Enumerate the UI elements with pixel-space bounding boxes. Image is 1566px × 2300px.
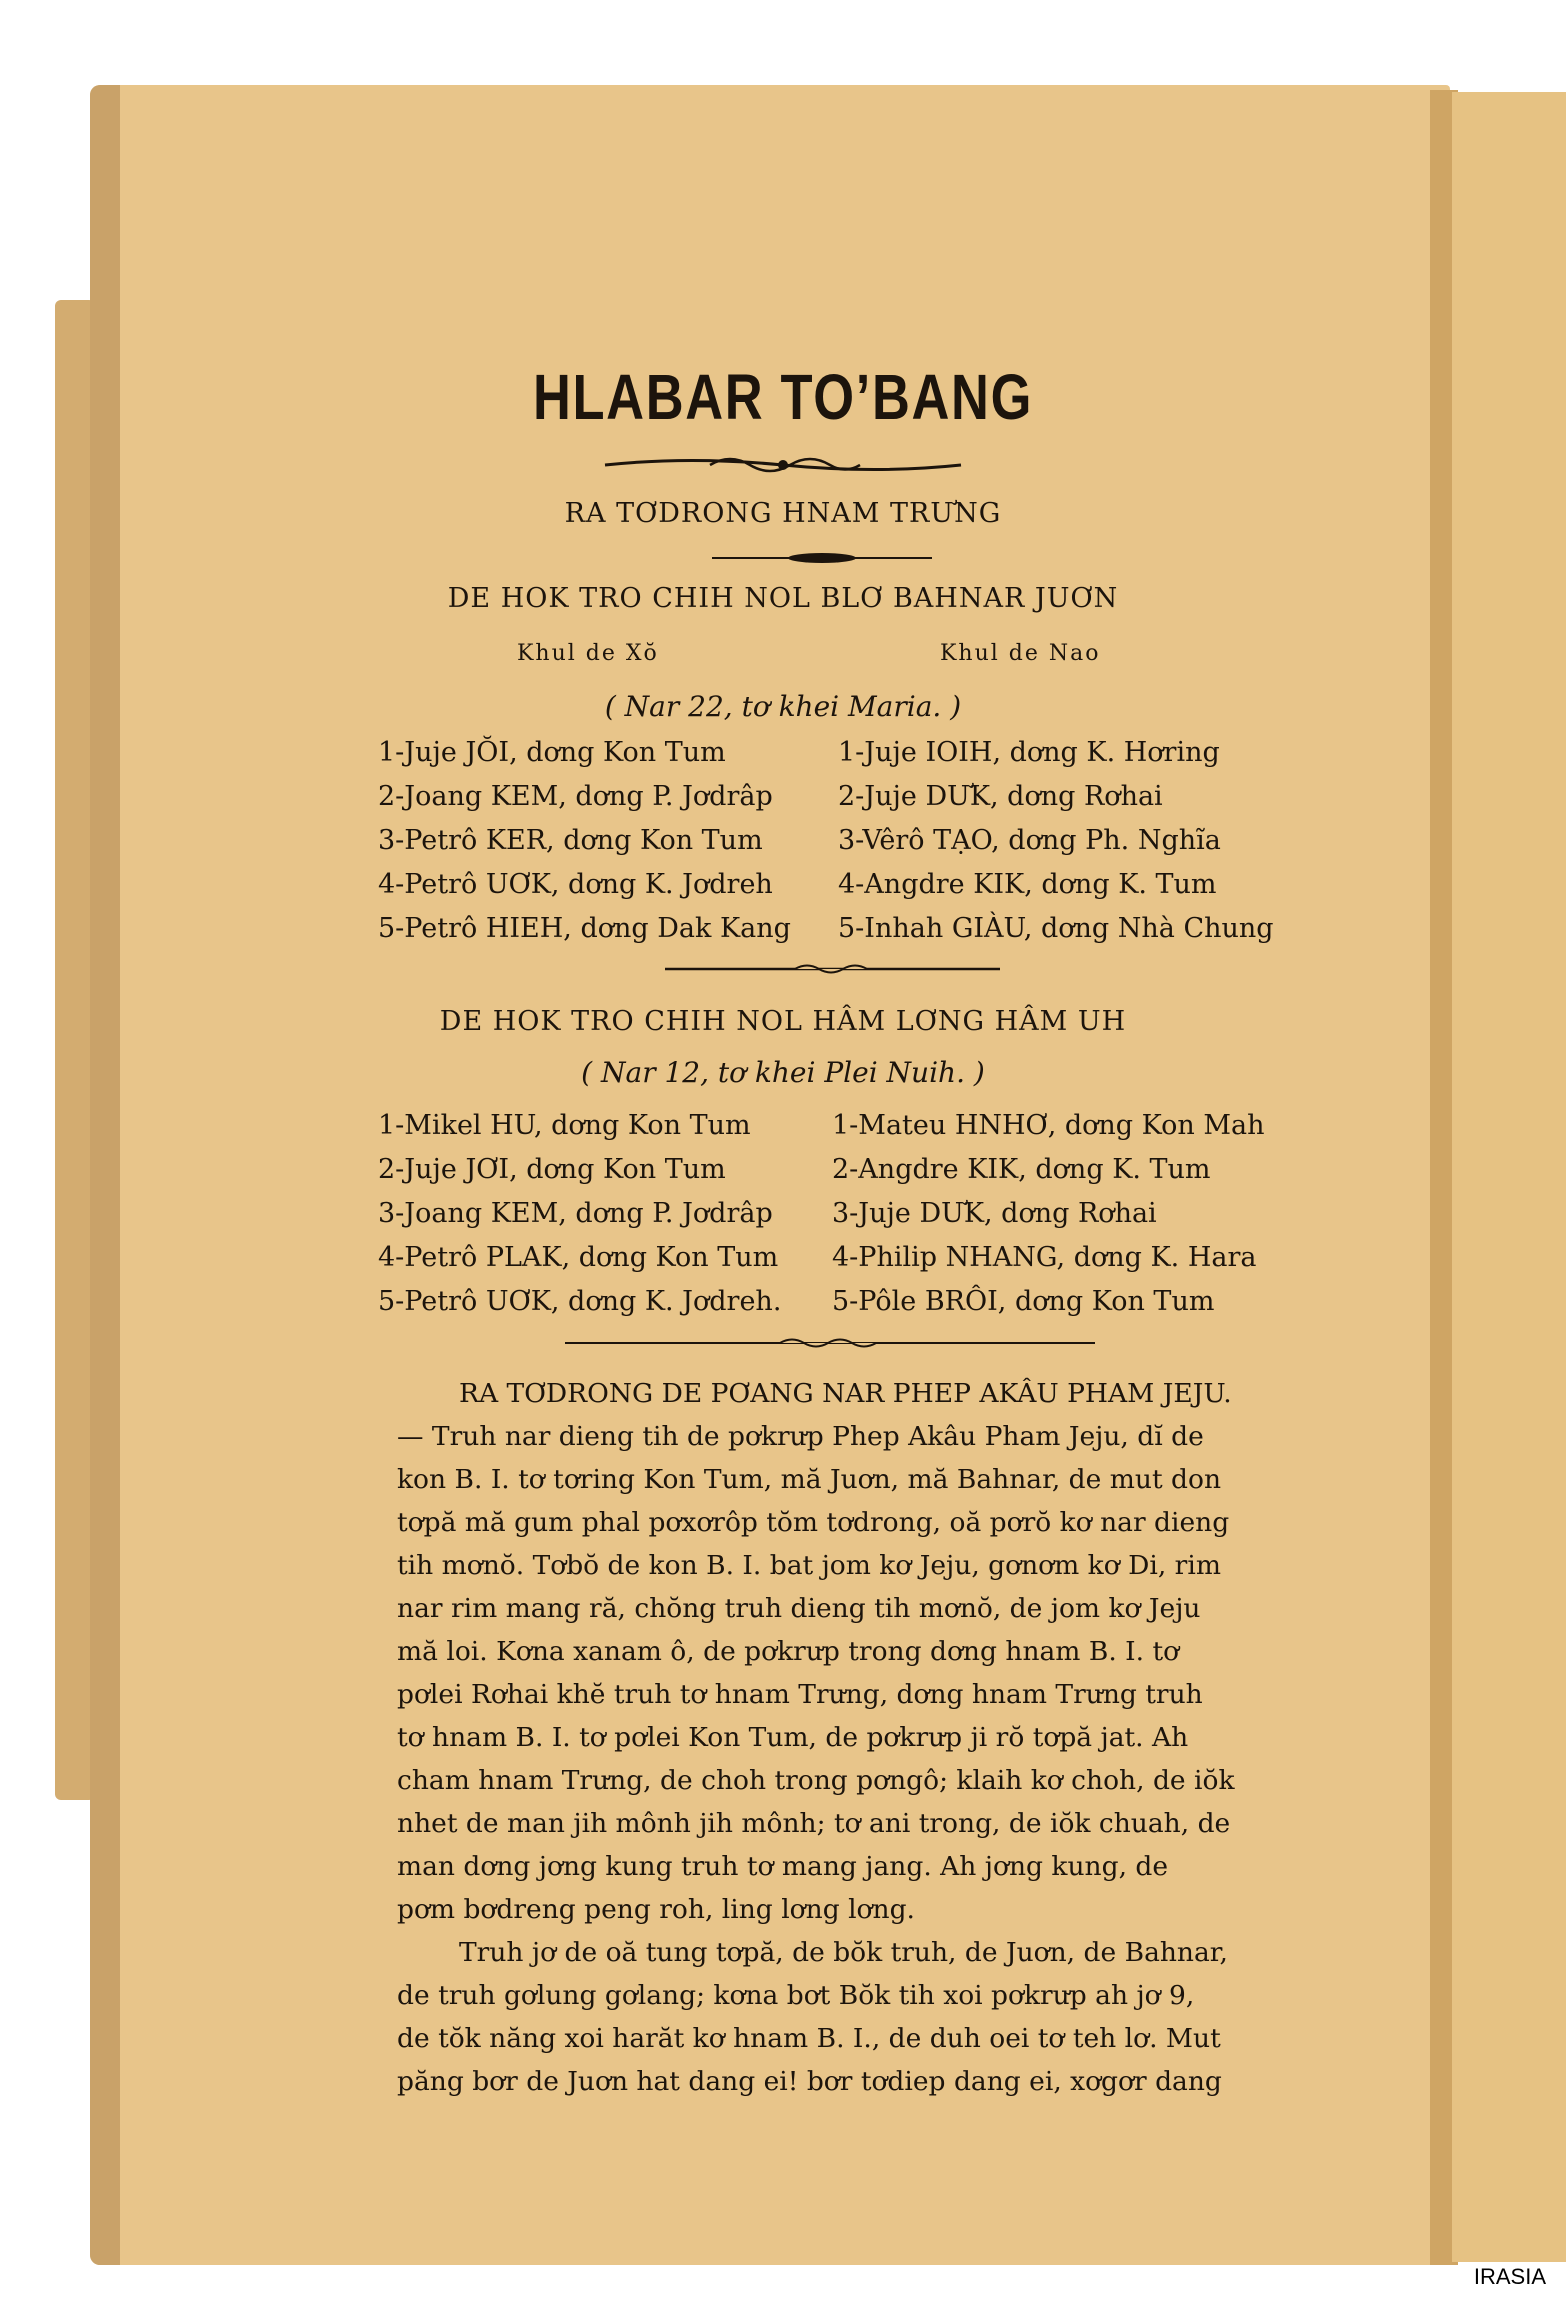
section2-right-item: 4-Philip NHANG, dơng K. Hara <box>832 1242 1257 1273</box>
section1-left-item: 5-Petrô HIEH, dơng Dak Kang <box>378 913 791 944</box>
section2-right-item: 1-Mateu HNHƠ, dơng Kon Mah <box>832 1110 1265 1141</box>
section2-left-item: 3-Joang KEM, dơng P. Jơdrâp <box>378 1198 773 1229</box>
section1-left-item: 1-Juje JŎI, dơng Kon Tum <box>378 737 726 768</box>
section-divider <box>565 1336 1095 1350</box>
source-watermark: IRASIA <box>1473 2264 1546 2289</box>
article-line: mă loi. Kơna xanam ô, de pơkrưp trong dơng hnam B. I. tơ <box>397 1636 1180 1667</box>
section2-left-item: 4-Petrô PLAK, dơng Kon Tum <box>378 1242 779 1273</box>
article-line: tih mơnŏ. Tơbŏ de kon B. I. bat jom kơ Jeju, gơnơm kơ Di, rim <box>397 1550 1221 1581</box>
section1-right-item: 5-Inhah GIÀU, dơng Nhà Chung <box>838 913 1274 944</box>
section2-left-item: 1-Mikel HU, dơng Kon Tum <box>378 1110 751 1141</box>
article-line: pơm bơdreng peng roh, ling lơng lơng. <box>397 1894 915 1925</box>
facing-page-edge <box>1452 92 1566 2262</box>
section1-right-label: Khul de Nao <box>940 641 1101 666</box>
section1-left-item: 3-Petrô KER, dơng Kon Tum <box>378 825 763 856</box>
article-heading: RA TƠDRONG DE PƠANG NAR PHEP AKÂU PHAM JEJU. <box>459 1378 1232 1409</box>
article-line: de truh gơlung gơlang; kơna bơt Bŏk tih xoi pơkrưp ah jơ 9, <box>397 1980 1195 2011</box>
article-line: păng bơr de Juơn hat dang ei! bơr tơdiep dang ei, xơgơr dang <box>397 2066 1222 2097</box>
section1-right-item: 4-Angdre KIK, dơng K. Tum <box>838 869 1217 900</box>
section2-right-item: 5-Pôle BRÔI, dơng Kon Tum <box>832 1286 1215 1317</box>
page-title: HLABAR TO’BANG <box>532 361 1034 433</box>
article-line: tơpă mă gum phal pơxơrôp tŏm tơdrong, oă pơrŏ kơ nar dieng <box>397 1507 1230 1538</box>
section1-note: ( Nar 22, tơ khei Maria. ) <box>604 690 962 723</box>
section1-left-item: 2-Joang KEM, dơng P. Jơdrâp <box>378 781 773 812</box>
section2-left-item: 5-Petrô UƠK, dơng K. Jơdreh. <box>378 1286 782 1317</box>
article-line: Truh jơ de oă tung tơpă, de bŏk truh, de Juơn, de Bahnar, <box>459 1937 1228 1968</box>
section1-left-item: 4-Petrô UƠK, dơng K. Jơdreh <box>378 869 773 900</box>
article-line: nar rim mang ră, chŏng truh dieng tih mơnŏ, de jom kơ Jeju <box>397 1593 1201 1624</box>
article-line: de tŏk năng xoi harăt kơ hnam B. I., de duh oei tơ teh lơ. Mut <box>397 2023 1221 2054</box>
paper-edge-shadow <box>90 85 120 2265</box>
article-line: nhet de man jih mônh jih mônh; tơ ani trong, de iŏk chuah, de <box>397 1808 1231 1839</box>
subtitle: RA TƠDRONG HNAM TRƯNG <box>564 498 1002 529</box>
section2-right-item: 2-Angdre KIK, dơng K. Tum <box>832 1154 1211 1185</box>
section1-right-item: 3-Vêrô TẠO, dơng Ph. Nghĩa <box>838 825 1221 856</box>
section1-right-item: 1-Juje IOIH, dơng K. Hơring <box>838 737 1220 768</box>
article-line: kon B. I. tơ tơring Kon Tum, mă Juơn, mă Bahnar, de mut don <box>397 1464 1222 1495</box>
article-line: — Truh nar dieng tih de pơkrưp Phep Akâu Pham Jeju, dĭ de <box>397 1421 1204 1452</box>
article-line: man dơng jơng kung truh tơ mang jang. Ah jơng kung, de <box>397 1851 1169 1882</box>
section2-right-item: 3-Juje DƯK, dơng Rơhai <box>832 1198 1157 1229</box>
article-line: cham hnam Trưng, de choh trong pơngô; klaih kơ choh, de iŏk <box>397 1765 1235 1796</box>
section-divider <box>665 962 1000 976</box>
title-ornament <box>600 452 966 478</box>
section2-note: ( Nar 12, tơ khei Plei Nuih. ) <box>581 1056 985 1089</box>
section1-right-item: 2-Juje DƯK, dơng Rơhai <box>838 781 1163 812</box>
section2-left-item: 2-Juje JƠI, dơng Kon Tum <box>378 1154 726 1185</box>
article-line: tơ hnam B. I. tơ pơlei Kon Tum, de pơkrưp ji rŏ tơpă jat. Ah <box>397 1722 1189 1753</box>
article-line: pơlei Rơhai khĕ truh tơ hnam Trưng, dơng hnam Trưng truh <box>397 1679 1203 1710</box>
section1-heading: DE HOK TRO CHIH NOL BLƠ BAHNAR JUƠN <box>447 583 1119 614</box>
section1-left-label: Khul de Xŏ <box>517 641 659 666</box>
subtitle-ornament <box>712 550 932 566</box>
section2-heading: DE HOK TRO CHIH NOL HÂM LƠNG HÂM UH <box>439 1006 1127 1037</box>
